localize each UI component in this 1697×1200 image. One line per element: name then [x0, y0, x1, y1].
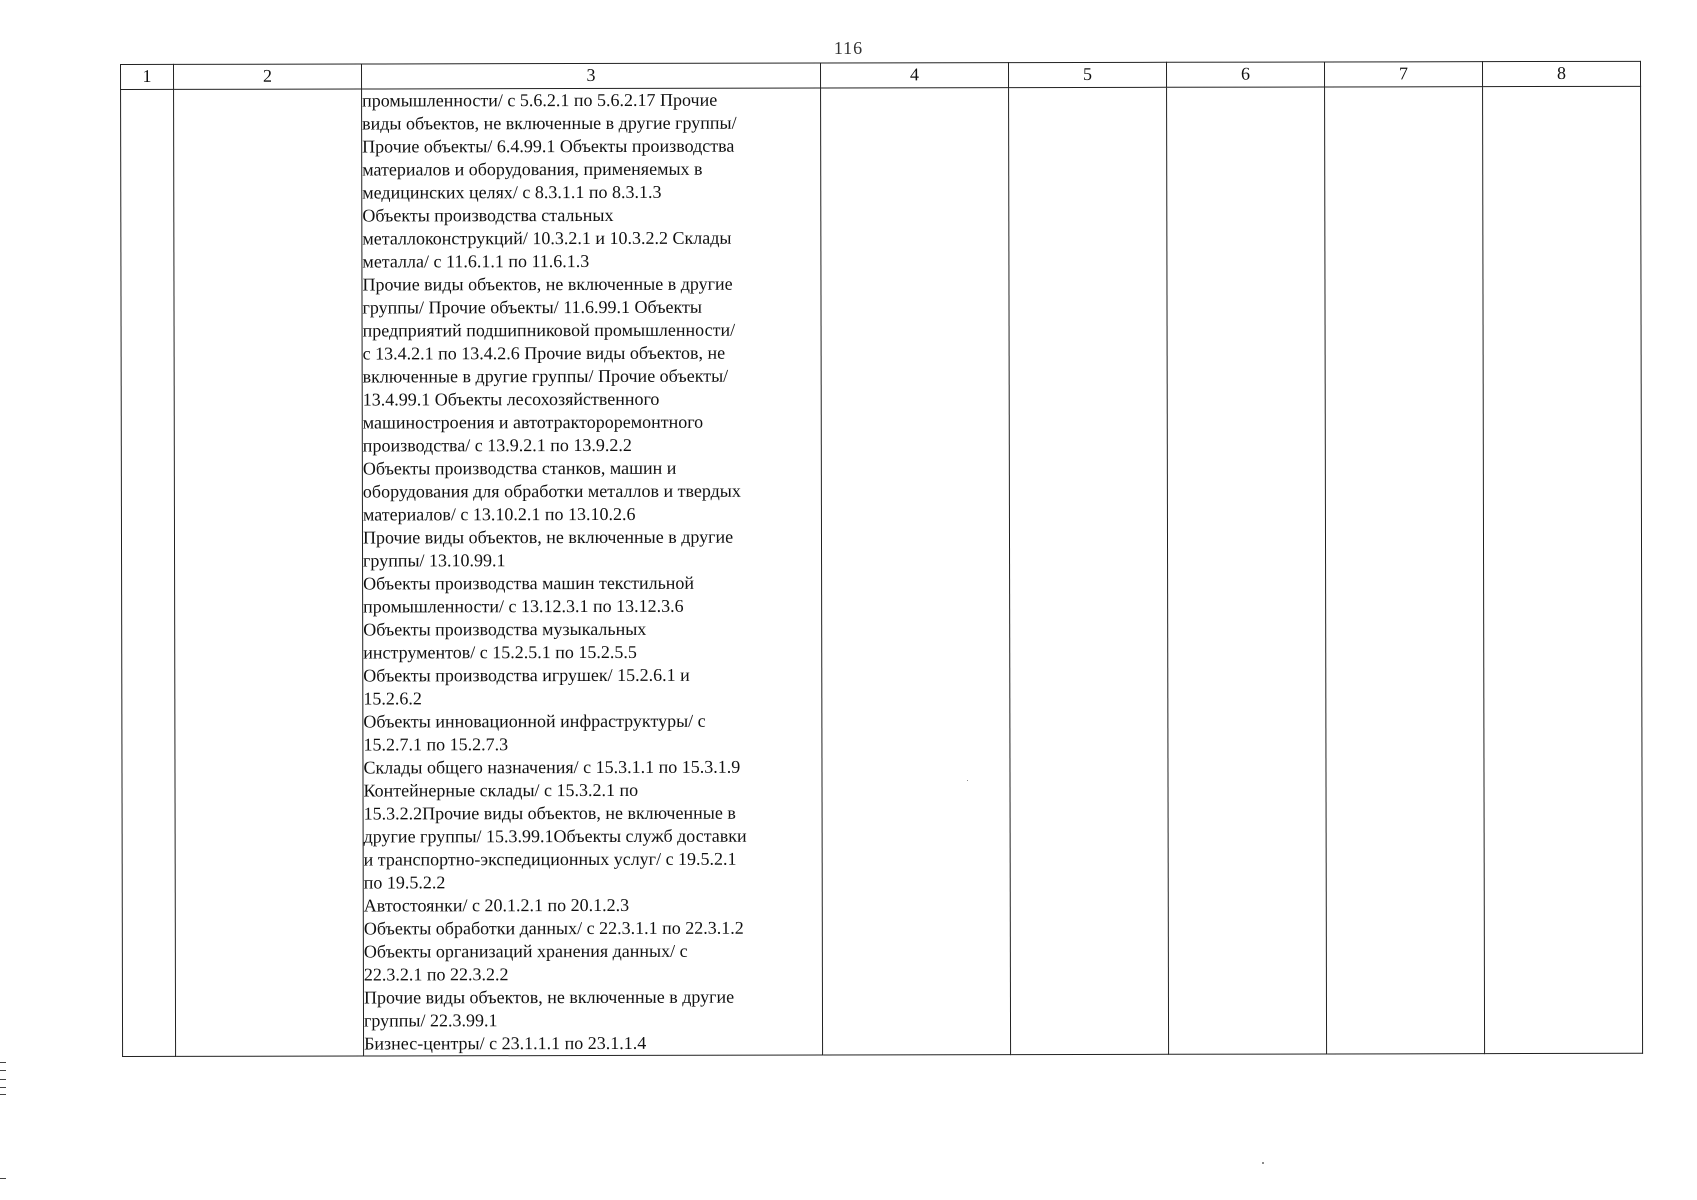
object-type-line: по 19.5.2.2 [363, 872, 446, 893]
scan-speck [967, 780, 968, 781]
object-type-line: 22.3.2.1 по 22.3.2.2 [363, 964, 509, 985]
column-header-6: 6 [1166, 62, 1324, 87]
object-type-line: Объекты организаций хранения данных/ с [363, 940, 688, 962]
object-type-line: Контейнерные склады/ с 15.3.2.1 по [363, 779, 639, 801]
cell-col7 [1325, 87, 1485, 1054]
object-type-line: материалов и оборудования, применяемых в [362, 158, 703, 180]
object-type-line: другие группы/ 15.3.99.1Объекты служб доставки [363, 825, 747, 847]
column-header-7: 7 [1324, 62, 1482, 87]
object-type-line: медицинских целях/ с 8.3.1.1 по 8.3.1.3 [362, 181, 662, 203]
object-type-line: промышленности/ с 5.6.2.1 по 5.6.2.17 Прочие [362, 89, 718, 111]
object-type-line: Объекты инновационной инфраструктуры/ с [363, 710, 706, 732]
object-type-line: Объекты производства игрушек/ 15.2.6.1 и [363, 664, 690, 686]
column-header-1: 1 [121, 64, 174, 89]
object-type-line: Прочие виды объектов, не включенные в другие [362, 273, 733, 295]
object-type-line: и транспортно-экспедиционных услуг/ с 19.5.2.1 [363, 848, 737, 870]
object-type-line: виды объектов, не включенные в другие группы/ [362, 112, 737, 134]
header-row [121, 61, 1641, 89]
scan-mark [0, 1094, 6, 1095]
object-type-line: с 13.4.2.1 по 13.4.2.6 Прочие виды объектов, не [362, 342, 726, 364]
object-type-line: предприятий подшипниковой промышленности/ [362, 319, 736, 341]
object-type-line: Объекты производства музыкальных [363, 618, 647, 640]
object-type-line: Склады общего назначения/ с 15.3.1.1 по 15.3.1.9 [363, 756, 741, 778]
scan-mark [0, 1087, 6, 1088]
scan-mark [0, 1178, 6, 1179]
object-type-line: материалов/ с 13.10.2.1 по 13.10.2.6 [362, 503, 636, 525]
object-type-line: инструментов/ с 15.2.5.1 по 15.2.5.5 [363, 641, 637, 663]
object-type-line: промышленности/ с 13.12.3.1 по 13.12.3.6 [363, 595, 684, 617]
object-type-line: машиностроения и автотракторoремонтного [362, 411, 704, 433]
object-type-line: Объекты производства станков, машин и [362, 457, 677, 479]
object-type-line: металлоконструкций/ 10.3.2.1 и 10.3.2.2 Склады [362, 227, 732, 249]
page-number: 116 [833, 38, 864, 58]
document-table [120, 61, 1643, 1057]
column-header-3: 3 [362, 63, 821, 89]
scan-speck [1262, 1162, 1264, 1164]
scan-mark [0, 1062, 6, 1063]
object-types-list [362, 89, 822, 1056]
object-type-line: Объекты производства стальных [362, 204, 614, 226]
object-type-line: включенные в другие группы/ Прочие объекты/ [362, 365, 729, 387]
cell-col6 [1167, 87, 1327, 1054]
cell-col2 [174, 89, 364, 1056]
object-type-line: Прочие виды объектов, не включенные в другие [362, 526, 734, 548]
object-type-line: Автостоянки/ с 20.1.2.1 по 20.1.2.3 [363, 894, 630, 916]
object-type-line: группы/ 22.3.99.1 [363, 1010, 498, 1031]
object-type-line: производства/ с 13.9.2.1 по 13.9.2.2 [362, 434, 632, 456]
object-type-line: 15.3.2.2Прочие виды объектов, не включенные в [363, 802, 736, 824]
object-type-line: 15.2.7.1 по 15.2.7.3 [363, 734, 509, 755]
cell-col4 [821, 88, 1011, 1055]
column-header-2: 2 [174, 64, 362, 89]
object-type-line: 13.4.99.1 Объекты лесохозяйственного [362, 388, 660, 410]
cell-col1 [121, 89, 176, 1056]
object-type-line: Объекты обработки данных/ с 22.3.1.1 по 22.3.1.2 [363, 917, 744, 939]
scan-mark [0, 1079, 6, 1080]
scan-mark [0, 1070, 6, 1071]
cell-col8 [1483, 86, 1643, 1053]
column-header-5: 5 [1008, 62, 1166, 87]
object-type-line: Объекты производства машин текстильной [363, 572, 695, 594]
object-type-line: группы/ Прочие объекты/ 11.6.99.1 Объекты [362, 296, 703, 318]
table-row [121, 86, 1643, 1056]
column-header-4: 4 [820, 63, 1008, 88]
object-type-line: Бизнес-центры/ с 23.1.1.1 по 23.1.1.4 [364, 1032, 647, 1054]
object-type-line: группы/ 13.10.99.1 [363, 550, 506, 571]
cell-col5 [1009, 87, 1169, 1054]
object-type-line: оборудования для обработки металлов и твердых [362, 480, 741, 502]
object-type-line: металла/ с 11.6.1.1 по 11.6.1.3 [362, 251, 590, 272]
column-header-8: 8 [1482, 61, 1640, 86]
cell-col3-object-types [362, 88, 823, 1056]
object-type-line: Прочие виды объектов, не включенные в другие [363, 986, 735, 1008]
object-type-line: 15.2.6.2 [363, 688, 422, 709]
object-type-line: Прочие объекты/ 6.4.99.1 Объекты производства [362, 135, 735, 157]
